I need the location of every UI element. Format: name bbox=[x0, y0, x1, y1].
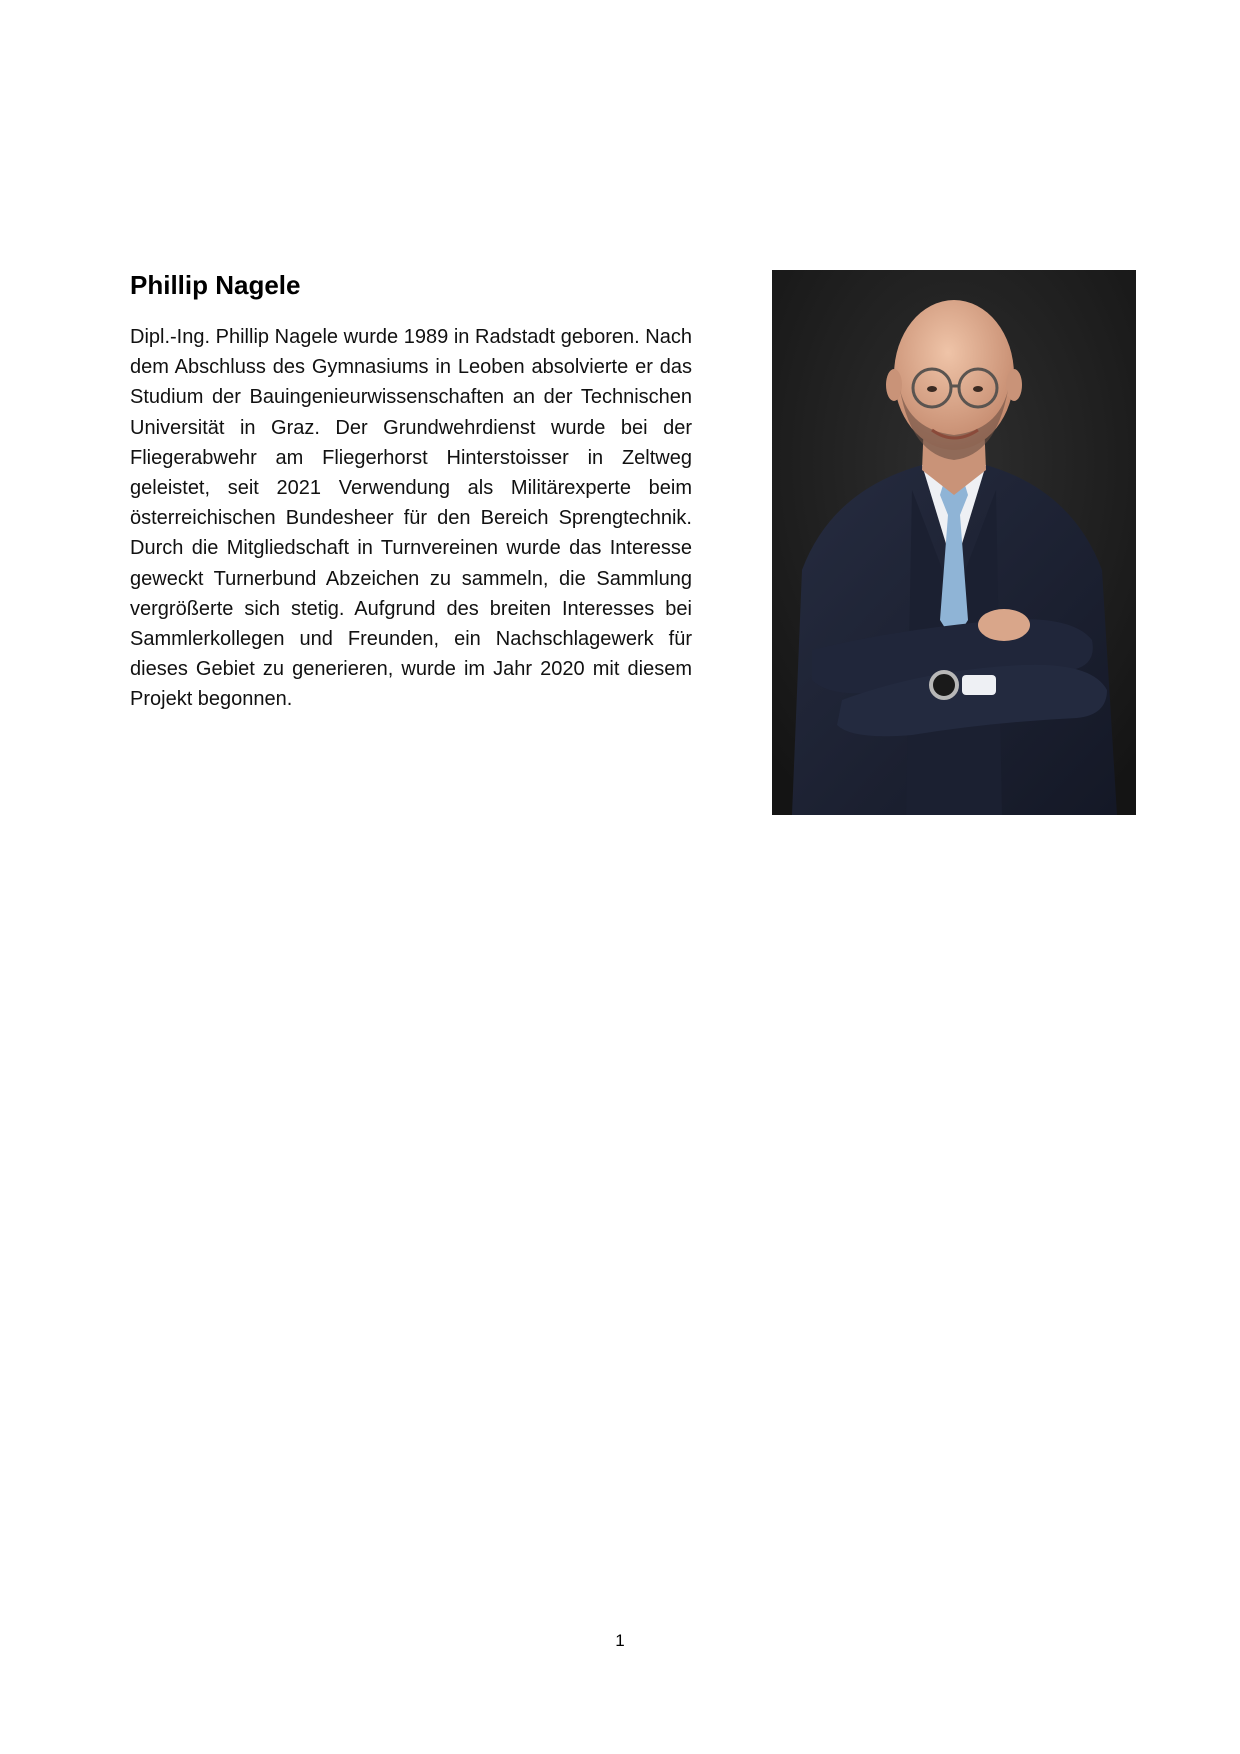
author-name-heading: Phillip Nagele bbox=[130, 270, 301, 300]
author-biography-paragraph: Dipl.-Ing. Phillip Nagele wurde 1989 in Radstadt geboren. Nach dem Abschluss des Gymnasiums in Leoben absolvierte er das Studium der Bauingenieurwissenschaften an der Technischen Universität in Graz. Der Grundwehrdienst wurde bei der Fliegerabwehr am Fliegerhorst Hinterstoisser in Zeltweg geleistet, seit 2021 Verwendung als Militärexperte beim österreichischen Bundesheer für den Bereich Sprengtechnik. Durch die Mitgliedschaft in Turnvereinen wurde das Interesse geweckt Turnerbund Abzeichen zu sammeln, die Sammlung vergrößerte sich stetig. Aufgrund des breiten Interesses bei Sammlerkollegen und Freunden, ein Nachschlagewerk für dieses Gebiet zu generieren, wurde im Jahr 2020 mit diesem Projekt begonnen. bbox=[130, 326, 692, 711]
portrait-illustration bbox=[772, 270, 1136, 815]
author-portrait-photo bbox=[772, 270, 1136, 815]
page-number: 1 bbox=[615, 1631, 625, 1650]
